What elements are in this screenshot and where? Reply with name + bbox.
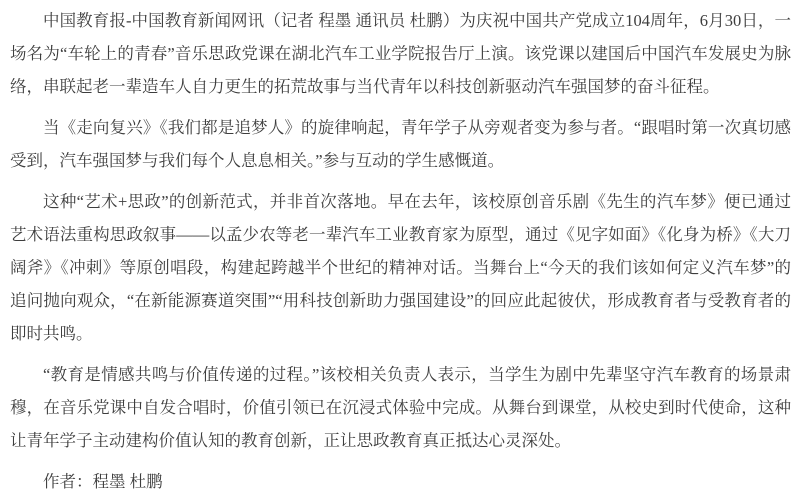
article-paragraph-3: 这种“艺术+思政”的创新范式，并非首次落地。早在去年，该校原创音乐剧《先生的汽车梦》便已通过艺术语法重构思政叙事——以孟少农等老一辈汽车工业教育家为原型，通过《见字如面》《化身为桥》《大刀阔斧》《冲刺》等原创唱段，构建起跨越半个世纪的精神对话。当舞台上“今天的我们该如何定义汽车梦”的追问抛向观众，“在新能源赛道突围”“用科技创新助力强国建设”的回应此起彼伏，形成教育者与受教育者的即时共鸣。: [10, 192, 791, 343]
article-paragraph-2: 当《走向复兴》《我们都是追梦人》的旋律响起，青年学子从旁观者变为参与者。“跟唱时第一次真切感受到，汽车强国梦与我们每个人息息相关。”参与互动的学生感慨道。: [10, 118, 791, 170]
article-paragraph-1: 中国教育报-中国教育新闻网讯（记者 程墨 通讯员 杜鹏）为庆祝中国共产党成立104周年，6月30日，一场名为“车轮上的青春”音乐思政党课在湖北汽车工业学院报告厅上演。该党课以建国后中国汽车发展史为脉络，串联起老一辈造车人自力更生的拓荒故事与当代青年以科技创新驱动汽车强国梦的奋斗征程。: [10, 11, 791, 96]
article-paragraph-4: “教育是情感共鸣与价值传递的过程。”该校相关负责人表示，当学生为剧中先辈坚守汽车教育的场景肃穆，在音乐党课中自发合唱时，价值引领已在沉浸式体验中完成。从舞台到课堂，从校史到时代使命，这种让青年学子主动建构价值认知的教育创新，正让思政教育真正抵达心灵深处。: [10, 365, 791, 450]
author-line: 作者：程墨 杜鹏: [43, 472, 163, 491]
